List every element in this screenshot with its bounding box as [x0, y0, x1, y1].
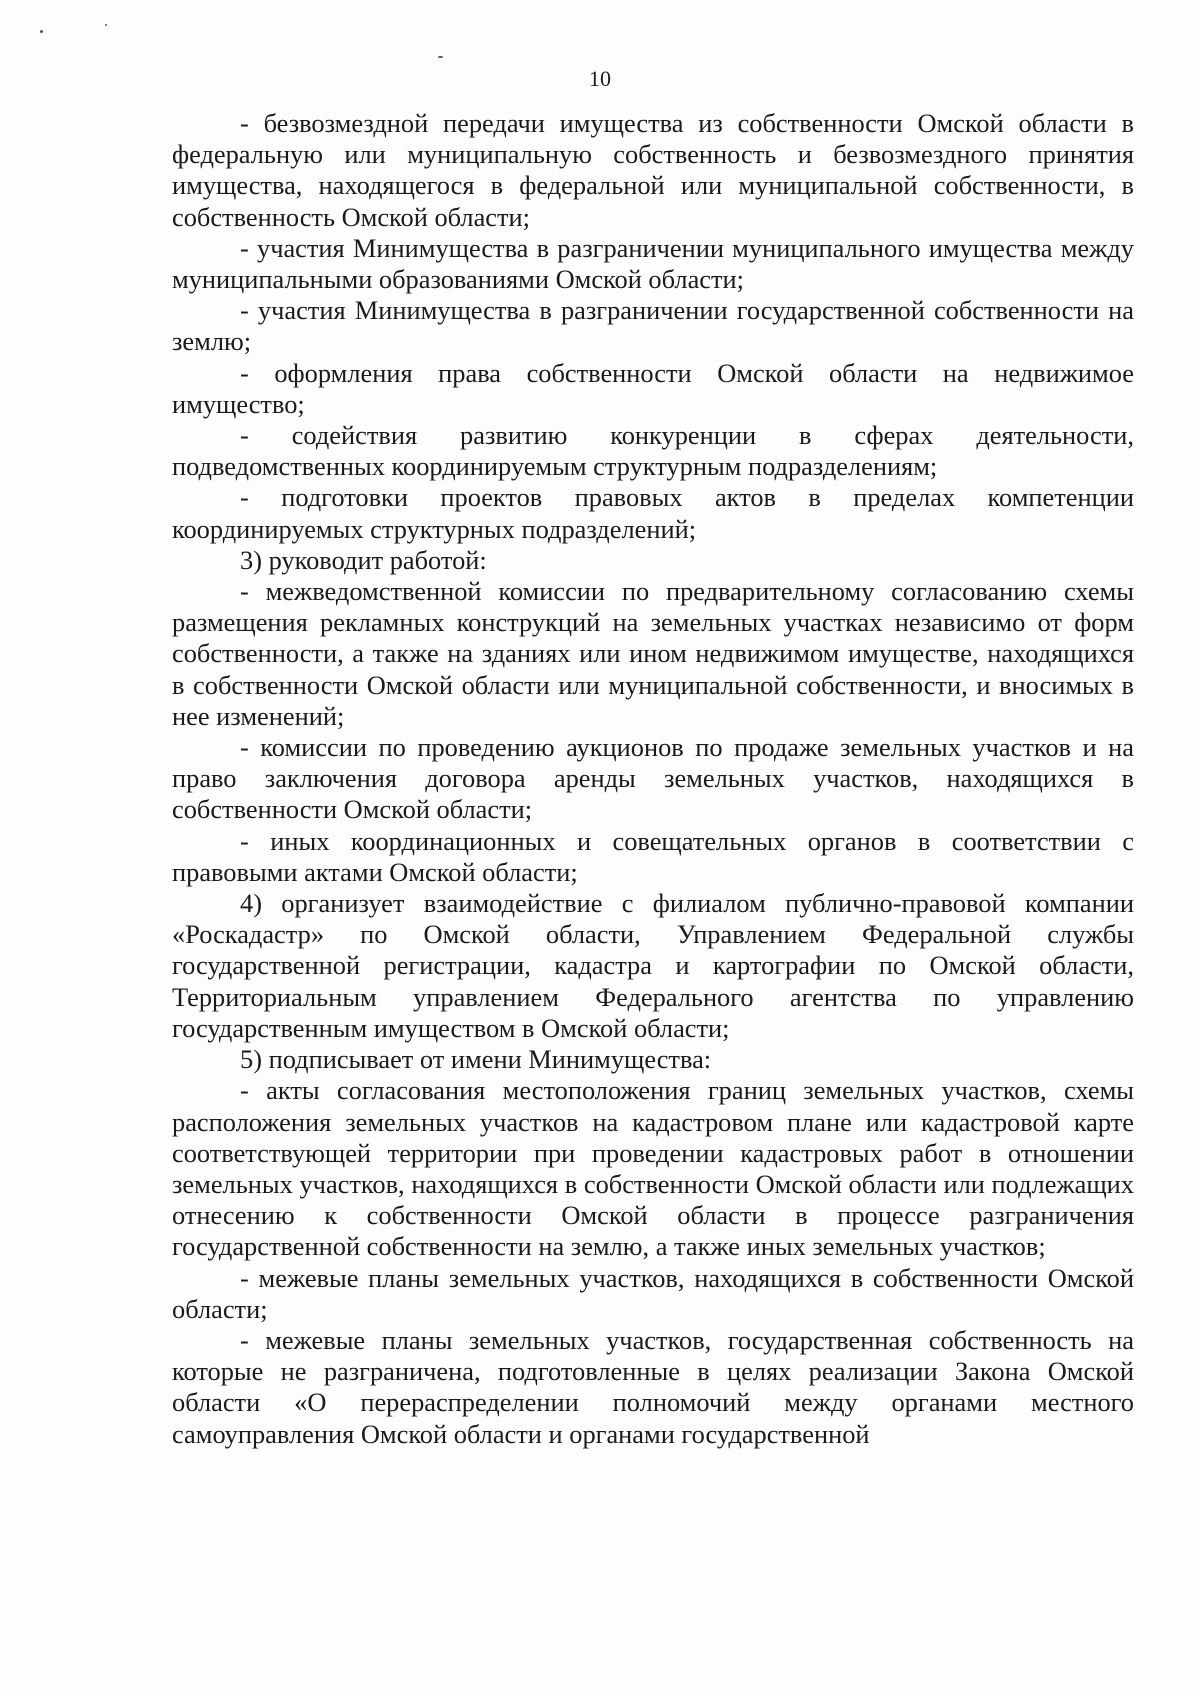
paragraph: - межведомственной комиссии по предварительному согласованию схемы размещения рекламных конструкций на земельных участках независимо от форм собственности, а также на зданиях или ином недвижимом имуществе, находящихся в собственности Омской области или муниципальной собственности, и вносимых в нее изменений;	[172, 576, 1134, 731]
document-body	[172, 108, 1134, 1450]
paragraph: - межевые планы земельных участков, находящихся в собственности Омской области;	[172, 1262, 1134, 1324]
scan-speck	[105, 24, 107, 26]
paragraph: - оформления права собственности Омской области на недвижимое имущество;	[172, 357, 1134, 419]
paragraph: - участия Минимущества в разграничении муниципального имущества между муниципальными образованиями Омской области;	[172, 232, 1134, 295]
scan-speck	[40, 30, 43, 33]
paragraph: 5) подписывает от имени Минимущества:	[240, 1044, 712, 1075]
paragraph: - содействия развитию конкуренции в сферах деятельности, подведомственных координируемым структурным подразделениям;	[172, 420, 1134, 482]
page-number: 10	[589, 66, 611, 91]
paragraph: - межевые планы земельных участков, государственная собственность на которые не разграничена, подготовленные в целях реализации Закона Омской области «О перераспределении полномочий между органами местного самоуправления Омской области и органами государственной	[172, 1324, 1134, 1449]
scan-speck	[438, 56, 443, 58]
paragraph: - иных координационных и совещательных органов в соответствии с правовыми актами Омской области;	[172, 825, 1134, 887]
paragraph: 3) руководит работой:	[240, 544, 487, 575]
paragraph: 4) организует взаимодействие с филиалом публично-правовой компании «Роскадастр» по Омской области, Управлением Федеральной службы государственной регистрации, кадастра и картографии по Омской области, Территориальным управлением Федерального агентства по управлению государственным имуществом в Омской области;	[172, 888, 1134, 1043]
paragraph: - безвозмездной передачи имущества из собственности Омской области в федеральную или муниципальную собственность и безвозмездного принятия имущества, находящегося в федеральной или муниципальной собственности, в собственность Омской области;	[172, 108, 1134, 232]
paragraph: - комиссии по проведению аукционов по продаже земельных участков и на право заключения договора аренды земельных участков, находящихся в собственности Омской области;	[172, 732, 1134, 825]
paragraph: - акты согласования местоположения границ земельных участков, схемы расположения земельных участков на кадастровом плане или кадастровой карте соответствующей территории при проведении кадастровых работ в отношении земельных участков, находящихся в собственности Омской области или подлежащих отнесению к собственности Омской области в процессе разграничения государственной собственности на землю, а также иных земельных участков;	[172, 1075, 1134, 1262]
paragraph: - подготовки проектов правовых актов в пределах компетенции координируемых структурных подразделений;	[172, 482, 1134, 544]
paragraph: - участия Минимущества в разграничении государственной собственности на землю;	[172, 295, 1134, 357]
